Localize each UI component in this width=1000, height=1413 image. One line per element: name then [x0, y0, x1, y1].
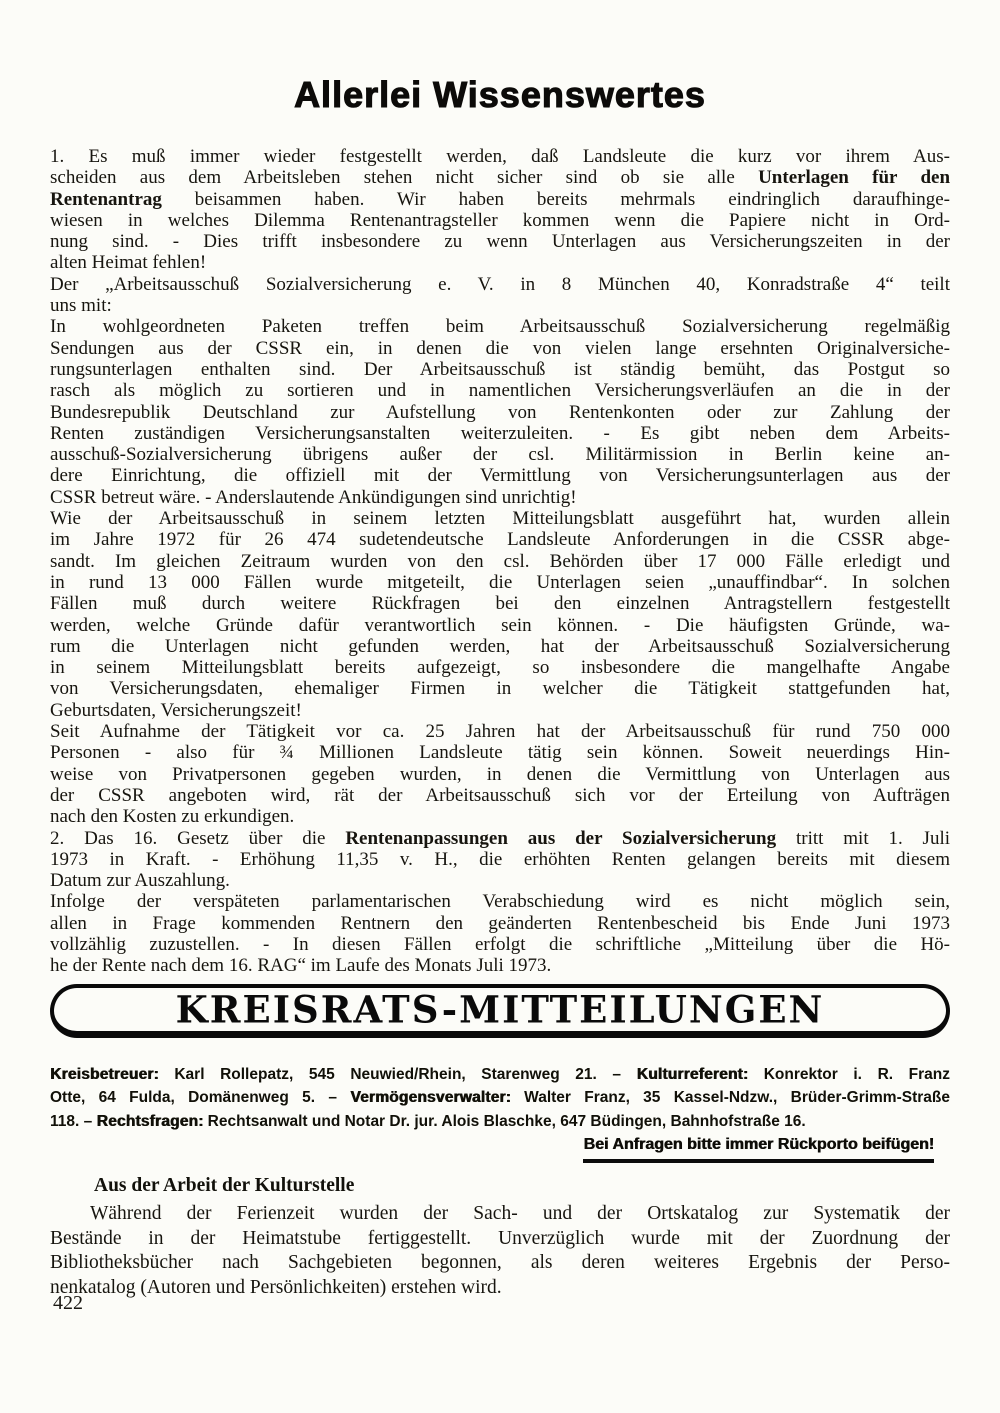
text-segment: allen in Frage kommenden Rentnern den geänderten Rentenbescheid bis Ende Juni 1973 — [50, 912, 950, 934]
text-segment: 1. Es muß immer wieder festgestellt werden, daß Landsleute die kurz vor ihrem Aus- — [50, 146, 950, 167]
text-line — [50, 1251, 950, 1276]
text-line — [50, 231, 950, 252]
text-segment: vollzählig zuzustellen. - In diesen Fällen erfolgt die schriftliche „Mitteilung über die Hö- — [50, 933, 950, 955]
article-title: Allerlei Wissenswertes — [294, 74, 706, 115]
text-segment: scheiden aus dem Arbeitsleben stehen nicht sicher sind ob sie alle — [50, 167, 759, 189]
text-segment: dere Einrichtung, die offiziell mit der Vermittlung von Versicherungsunterlagen aus der — [50, 465, 950, 487]
text-segment: sandt. Im gleichen Zeitraum wurden von den csl. Behörden über 17 000 Fälle erledigt und — [50, 550, 950, 572]
text-line — [50, 359, 950, 380]
text-line — [50, 1276, 950, 1301]
text-line — [50, 657, 950, 678]
text-segment: uns mit: — [50, 295, 112, 317]
text-segment: in rund 13 000 Fällen wurde mitgeteilt, die Unterlagen seien „unauffindbar“. In solchen — [50, 571, 950, 593]
text-line — [50, 913, 950, 934]
text-line — [50, 189, 950, 210]
text-segment: rasch als möglich zu sortieren und in namentlichen Versicherungsverläufen an die in der — [50, 380, 950, 402]
text-segment: Personen - also für ¾ Millionen Landsleute tätig sein können. Soweit neuerdings Hin- — [50, 742, 950, 764]
paragraph — [50, 721, 950, 827]
text-segment: rum die Unterlagen nicht gefunden werden, hat der Arbeitsausschuß Sozialversicherung — [50, 635, 950, 657]
text-segment: Seit Aufnahme der Tätigkeit vor ca. 25 Jahren hat der Arbeitsausschuß für rund 750 000 — [50, 721, 950, 743]
text-segment: Kreisbetreuer: — [50, 1065, 159, 1083]
text-segment: Fällen muß durch weitere Rückfragen bei den einzelnen Antragstellern festgestellt — [50, 593, 950, 615]
paragraph — [50, 316, 950, 508]
paragraph — [50, 891, 950, 976]
text-line — [50, 274, 950, 295]
text-line — [50, 210, 950, 231]
kreisrats-banner — [50, 984, 950, 1038]
text-segment: Bibliotheksbücher nach Sachgebieten begonnen, als deren weiteres Ergebnis der Perso- — [50, 1252, 950, 1274]
text-segment: nenkatalog (Autoren und Persönlichkeiten) erstehen wird. — [50, 1276, 502, 1298]
text-segment: tritt mit 1. Juli — [776, 827, 950, 849]
text-segment: weise von Privatpersonen gegeben wurden, in denen die Vermittlung von Unterlagen aus — [50, 763, 950, 785]
text-line — [50, 380, 950, 401]
text-segment: beisammen haben. Wir haben bereits mehrmals eindringlich daraufhinge- — [161, 188, 950, 210]
text-segment: ausschuß-Sozialversicherung übrigens außer der csl. Militärmission in Berlin keine an- — [50, 444, 950, 466]
text-line — [50, 444, 950, 465]
text-segment: wiesen in welches Dilemma Rentenantragsteller kommen wenn die Papiere nicht in Ord- — [50, 209, 950, 231]
text-line — [50, 891, 950, 912]
text-line — [50, 1110, 950, 1134]
text-segment: Renten zuständigen Versicherungsanstalten weiterzuleiten. - Es gibt neben dem Arbeits- — [50, 422, 950, 444]
text-segment: Walter Franz, 35 Kassel-Ndzw., Brüder-Grimm-Straße — [510, 1089, 950, 1107]
text-line — [50, 828, 950, 849]
note-row — [50, 1136, 950, 1163]
text-line — [50, 402, 950, 423]
text-line — [50, 742, 950, 763]
text-segment: CSSR betreut wäre. - Anderslautende Ankündigungen sind unrichtig! — [50, 486, 577, 508]
page-number: 422 — [53, 1292, 83, 1314]
text-segment: Geburtsdaten, Versicherungszeit! — [50, 699, 302, 721]
text-line — [50, 870, 950, 891]
contact-block — [50, 1063, 950, 1134]
text-line — [50, 1227, 950, 1252]
text-line — [50, 1086, 950, 1110]
text-segment: Datum zur Auszahlung. — [50, 870, 230, 892]
text-segment: 1973 in Kraft. - Erhöhung 11,35 v. H., die erhöhten Renten gelangen bereits mit diesem — [50, 848, 950, 870]
text-segment: Sendungen aus der CSSR ein, in denen die von vielen lange ersehnten Originalversiche- — [50, 337, 950, 359]
text-line — [50, 551, 950, 572]
text-segment: he der Rente nach dem 16. RAG“ im Laufe des Monats Juli 1973. — [50, 955, 552, 977]
text-line — [50, 423, 950, 444]
paragraph — [50, 1063, 950, 1134]
text-segment: In wohlgeordneten Paketen treffen beim Arbeitsausschuß Sozialversicherung regelmäßig — [50, 316, 950, 338]
text-segment: Rechtsanwalt und Notar Dr. jur. Alois Blaschke, 647 Büdingen, Bahnhofstraße 16. — [203, 1112, 806, 1130]
text-segment: Bestände in der Heimatstube fertiggestellt. Unverzüglich wurde mit der Zuordnung der — [50, 1227, 950, 1249]
text-line — [50, 934, 950, 955]
text-line — [50, 167, 950, 188]
text-line — [50, 146, 950, 167]
text-line — [50, 615, 950, 636]
text-segment: Rechtsfragen: — [96, 1112, 204, 1130]
text-line — [50, 508, 950, 529]
text-line — [50, 529, 950, 550]
text-segment: in seinem Mitteilungsblatt bereits aufgezeigt, so insbesondere die mangelhafte Angabe — [50, 657, 950, 679]
text-segment: Bundesrepublik Deutschland zur Aufstellung von Rentenkonten oder zur Zahlung der — [50, 401, 950, 423]
text-line — [50, 252, 950, 273]
text-segment: Während der Ferienzeit wurden der Sach- und der Ortskatalog zur Systematik der — [90, 1203, 950, 1225]
text-line — [50, 1202, 950, 1227]
text-line — [50, 338, 950, 359]
text-line — [50, 806, 950, 827]
text-line — [50, 636, 950, 657]
text-segment: Kulturreferent: — [636, 1065, 749, 1083]
text-line — [50, 764, 950, 785]
text-segment: Vermögensverwalter: — [350, 1089, 511, 1107]
article-body — [50, 146, 950, 977]
text-segment: Otte, 64 Fulda, Domänenweg 5. – — [50, 1089, 351, 1107]
text-segment: nach den Kosten zu erkundigen. — [50, 806, 295, 828]
text-line — [50, 593, 950, 614]
text-segment: nung sind. - Dies trifft insbesondere zu wenn Unterlagen aus Versicherungszeiten in der — [50, 231, 950, 253]
text-line — [50, 465, 950, 486]
text-segment: alten Heimat fehlen! — [50, 252, 207, 274]
text-segment: im Jahre 1972 für 26 474 sudetendeutsche Landsleute Anforderungen in die CSSR abge- — [50, 529, 950, 551]
text-segment: der CSSR angeboten wird, rät der Arbeitsausschuß sich vor der Erteilung von Aufträgen — [50, 784, 950, 806]
text-segment: Rentenanpassungen aus der Sozialversicherung — [345, 827, 777, 849]
text-line — [50, 316, 950, 337]
contact-note: Bei Anfragen bitte immer Rückporto beifügen! — [583, 1136, 934, 1163]
kultur-section-heading: Aus der Arbeit der Kulturstelle — [94, 1175, 355, 1197]
text-segment: Karl Rollepatz, 545 Neuwied/Rhein, Starenweg 21. – — [158, 1065, 637, 1083]
text-line — [50, 295, 950, 316]
kultur-body — [50, 1202, 950, 1300]
text-line — [50, 572, 950, 593]
text-line — [50, 487, 950, 508]
text-segment: rungsunterlagen enthalten sind. Der Arbeitsausschuß ist ständig bemüht, das Postgut so — [50, 358, 950, 380]
text-line — [50, 955, 950, 976]
text-segment: Der „Arbeitsausschuß Sozialversicherung e. V. in 8 München 40, Konradstraße 4“ teilt — [50, 273, 950, 295]
text-segment: von Versicherungsdaten, ehemaliger Firmen in welcher die Tätigkeit stattgefunden hat, — [50, 678, 950, 700]
text-line — [50, 785, 950, 806]
paragraph — [50, 508, 950, 721]
text-line — [50, 721, 950, 742]
text-segment: werden, welche Gründe dafür verantwortlich sein können. - Die häufigsten Gründe, wa- — [50, 614, 950, 636]
text-segment: 2. Das 16. Gesetz über die — [50, 827, 346, 849]
text-segment: 118. – — [50, 1112, 97, 1130]
paragraph — [50, 828, 950, 892]
text-segment: Rentenantrag — [50, 188, 162, 210]
paragraph — [50, 146, 950, 274]
paragraph — [50, 1202, 950, 1300]
text-segment: Wie der Arbeitsausschuß in seinem letzten Mitteilungsblatt ausgeführt hat, wurden allein — [50, 508, 950, 530]
text-line — [50, 849, 950, 870]
text-segment: Unterlagen für den — [758, 167, 951, 189]
text-segment: Konrektor i. R. Franz — [748, 1065, 950, 1083]
paragraph — [50, 274, 950, 317]
text-line — [50, 700, 950, 721]
banner-title: KREISRATS-MITTEILUNGEN — [175, 986, 825, 1032]
text-line — [50, 1063, 950, 1087]
text-segment: Infolge der verspäteten parlamentarischen Verabschiedung wird es nicht möglich sein, — [50, 891, 950, 913]
text-line — [50, 678, 950, 699]
